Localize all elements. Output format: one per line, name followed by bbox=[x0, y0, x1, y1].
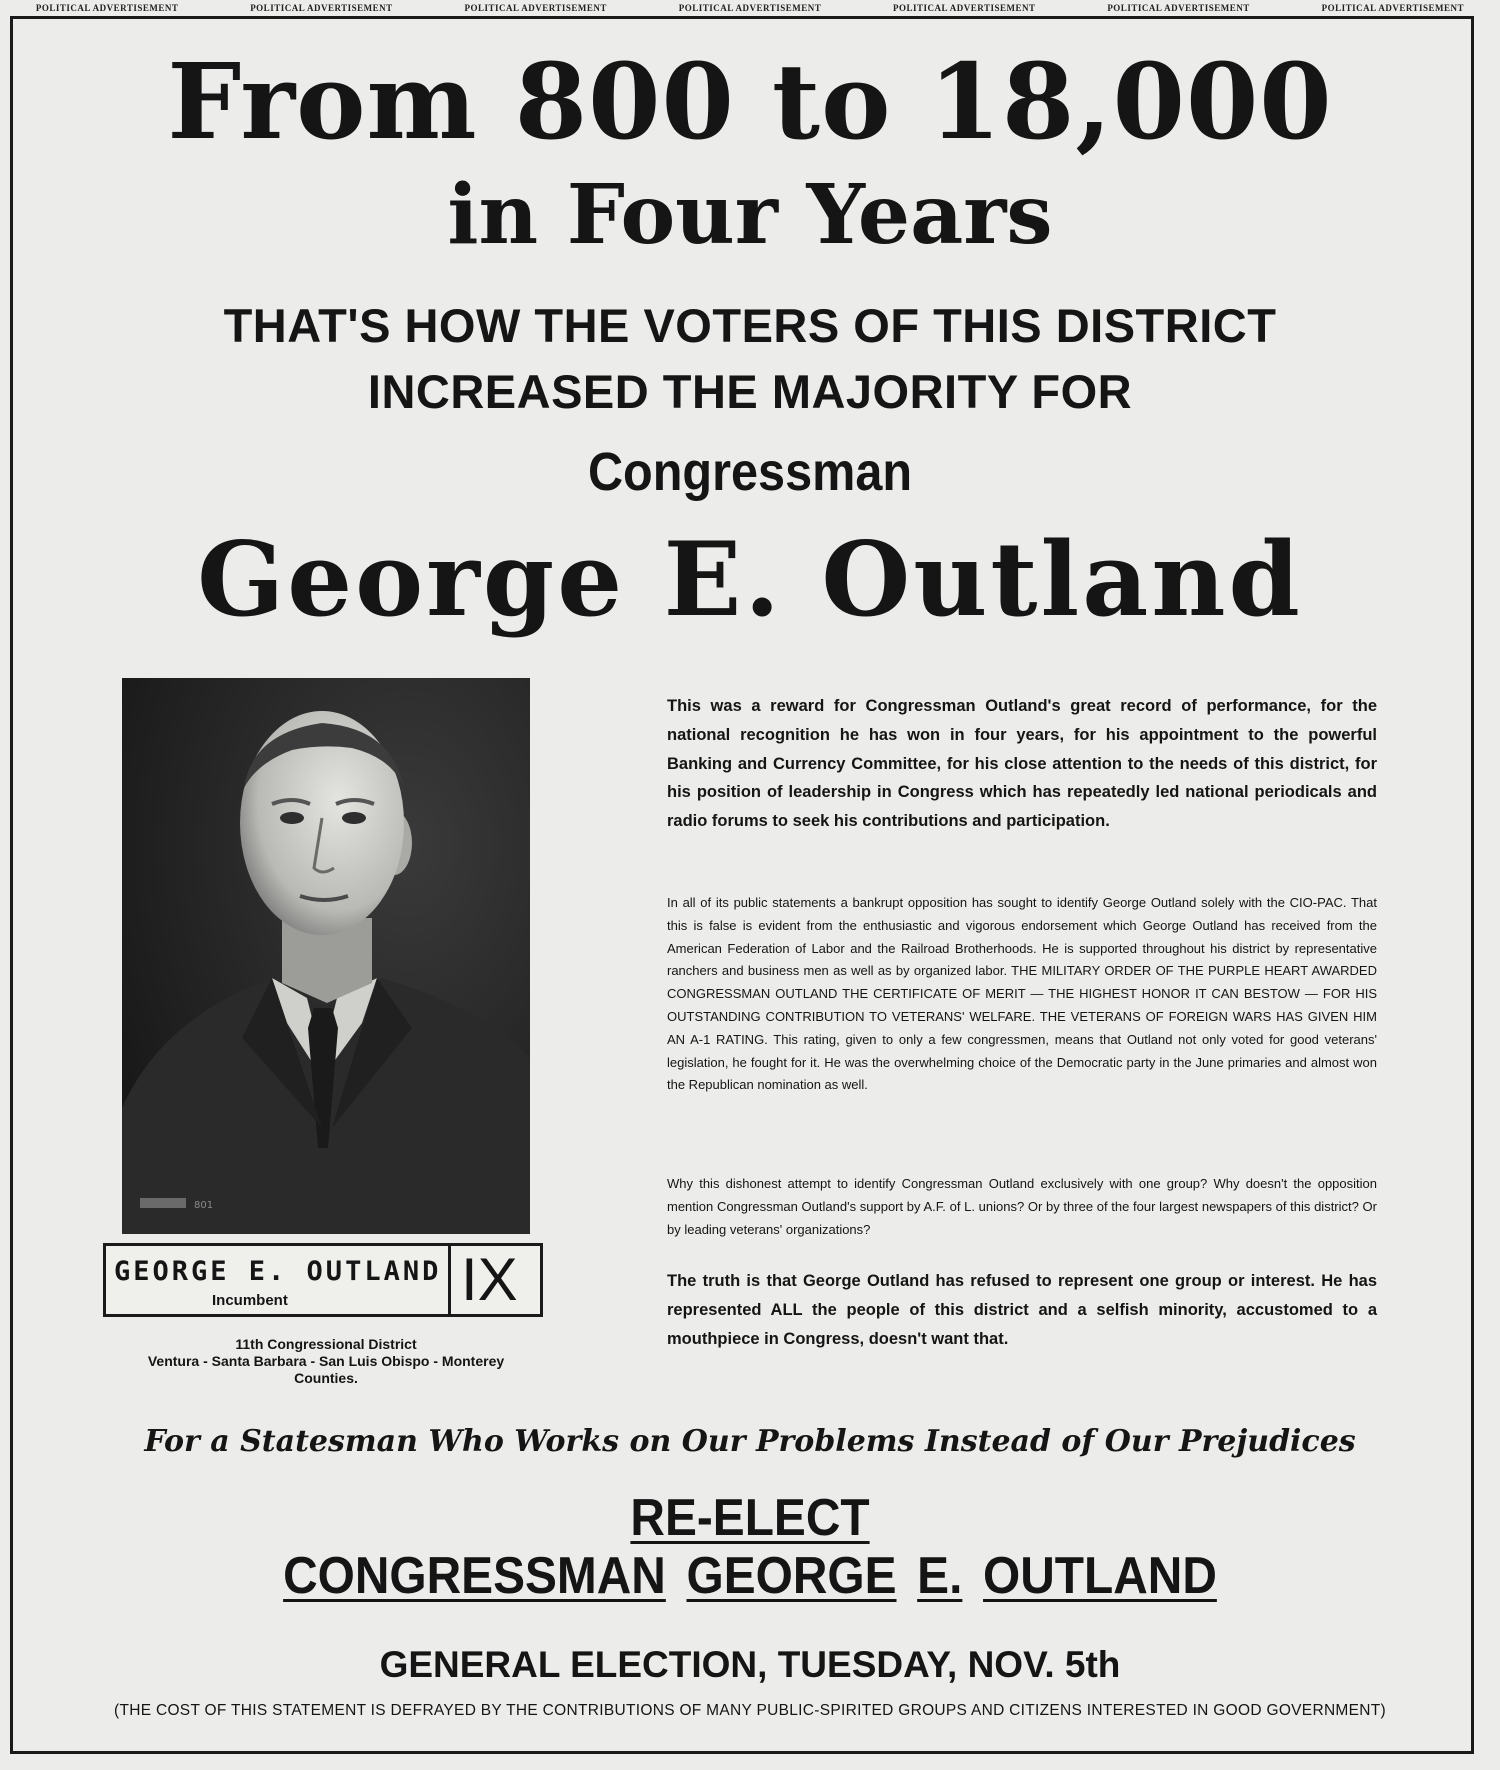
banner-label: POLITICAL ADVERTISEMENT bbox=[893, 3, 1036, 13]
subheadline-line-2: INCREASED THE MAJORITY FOR bbox=[367, 365, 1133, 418]
banner-label: POLITICAL ADVERTISEMENT bbox=[35, 3, 179, 13]
slogan: For a Statesman Who Works on Our Problems Instead of Our Prejudices bbox=[144, 1424, 1356, 1459]
district-number: 11th Congressional District bbox=[235, 1336, 417, 1352]
banner-label: POLITICAL ADVERTISEMENT bbox=[250, 3, 393, 13]
district-counties-suffix: Counties. bbox=[294, 1370, 358, 1386]
ballot-status: Incumbent bbox=[212, 1292, 288, 1309]
ballot-vote-box bbox=[448, 1246, 540, 1314]
district-info bbox=[122, 1336, 530, 1387]
subheadline-line-1: THAT'S HOW THE VOTERS OF THIS DISTRICT bbox=[223, 299, 1277, 352]
reelect-outland: OUTLAND bbox=[983, 1547, 1217, 1605]
reelect-congressman: CONGRESSMAN bbox=[283, 1547, 666, 1605]
headline-line-1: From 800 to 18,000 bbox=[167, 40, 1333, 163]
reelect-heading bbox=[60, 1488, 1440, 1548]
paragraph-opposition: In all of its public statements a bankrupt opposition has sought to identify George Outland solely with the CIO-PAC. That this is false is evident from the enthusiastic and vigorous endorsement which George Outland has received from the American Federation of Labor and the Railroad Brotherhoods. He is supported throughout his district by representative ranchers and business men as well as by organized labor. THE MILITARY ORDER OF THE PURPLE HEART AWARDED CONGRESSMAN OUTLAND THE CERTIFICATE OF MERIT — THE HIGHEST HONOR IT CAN BESTOW — FOR HIS OUTSTANDING CONTRIBUTION TO VETERANS' WELFARE. THE VETERANS OF FOREIGN WARS HAS GIVEN HIM AN A-1 RATING. This rating, given to only a few congressmen, means that Outland not only voted for good veterans' legislation, he fought for it. He was the overwhelming choice of the Democratic party in the June primaries and almost won the Republican nomination as well. bbox=[667, 895, 1377, 1093]
headline-line-2: in Four Years bbox=[447, 167, 1053, 263]
ballot-name: GEORGE E. OUTLAND bbox=[114, 1256, 442, 1287]
banner-label: POLITICAL ADVERTISEMENT bbox=[1107, 3, 1250, 13]
cost-statement: (THE COST OF THIS STATEMENT IS DEFRAYED BY THE CONTRIBUTIONS OF MANY PUBLIC-SPIRITED GROUPS AND CITIZENS INTERESTED IN GOOD GOVERNMENT) bbox=[113, 1702, 1387, 1719]
election-date: GENERAL ELECTION, TUESDAY, NOV. 5th bbox=[379, 1644, 1121, 1685]
political-advertisement-banner bbox=[0, 0, 1500, 16]
candidate-portrait bbox=[122, 678, 530, 1234]
ballot-sample bbox=[103, 1243, 543, 1317]
portrait-illustration bbox=[122, 678, 530, 1234]
candidate-title: Congressman bbox=[587, 442, 913, 502]
candidate-name: George E. Outland bbox=[197, 520, 1303, 640]
banner-label: POLITICAL ADVERTISEMENT bbox=[678, 3, 822, 13]
banner-label: POLITICAL ADVERTISEMENT bbox=[1321, 3, 1465, 13]
studio-mark: 801 bbox=[194, 1200, 214, 1211]
banner-label: POLITICAL ADVERTISEMENT bbox=[464, 3, 607, 13]
reelect-name bbox=[60, 1546, 1440, 1606]
paragraph-record: This was a reward for Congressman Outland's great record of performance, for the national recognition he has won in four years, for his appointment to the powerful Banking and Currency Committee, for his close attention to the needs of this district, for his position of leadership in Congress which has repeatedly led national periodicals and radio forums to seek his contributions and participation. bbox=[667, 697, 1377, 831]
reelect-george: GEORGE bbox=[686, 1547, 897, 1605]
paragraph-question: Why this dishonest attempt to identify Congressman Outland exclusively with one group? Why doesn't the opposition mention Congressman Outland's support by A.F. of L. unions? Or by three of the four largest newspapers of this district? Or by leading veterans' organizations? bbox=[667, 1176, 1377, 1237]
district-counties: Ventura - Santa Barbara - San Luis Obispo - Monterey bbox=[147, 1353, 505, 1369]
ballot-mark: IX bbox=[461, 1246, 518, 1313]
reelect-word: RE-ELECT bbox=[630, 1489, 870, 1547]
reelect-initial: E. bbox=[917, 1547, 963, 1605]
paragraph-truth: The truth is that George Outland has refused to represent one group or interest. He has represented ALL the people of this district and a selfish minority, accustomed to a mouthpiece in Congress, doesn't want that. bbox=[667, 1272, 1377, 1348]
